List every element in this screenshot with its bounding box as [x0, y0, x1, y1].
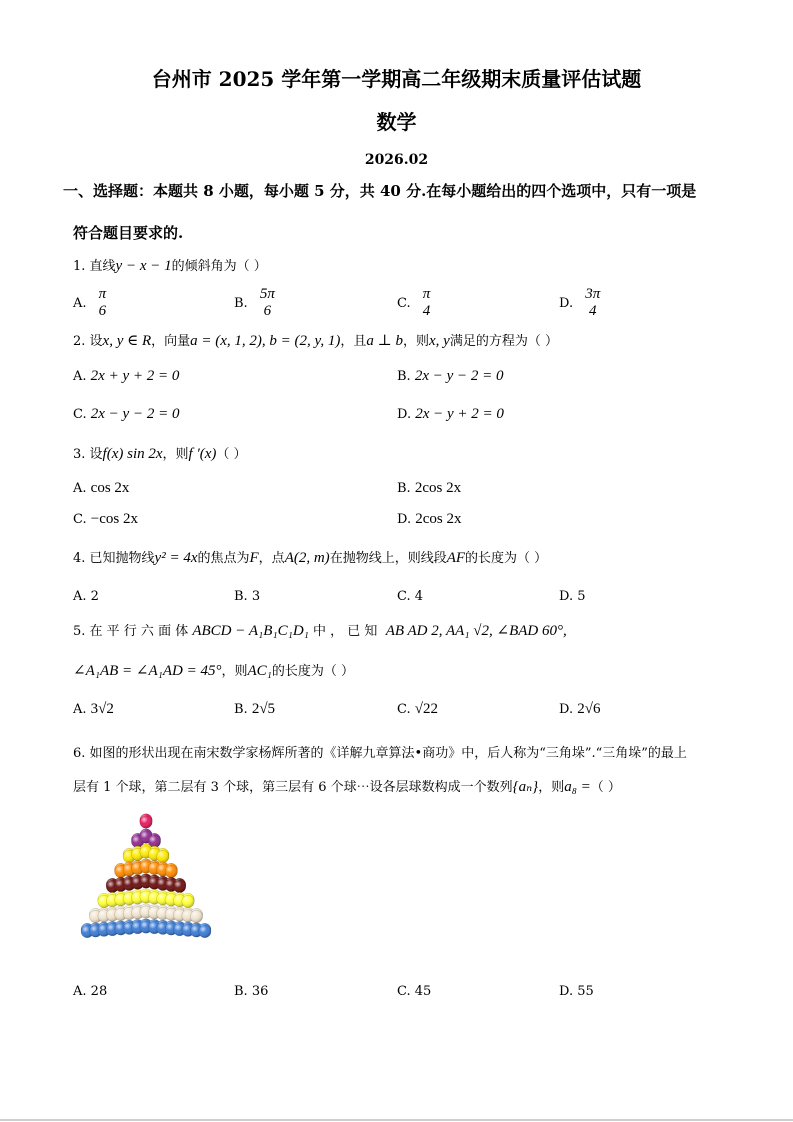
- question-6-line1: 6. 如图的形状出现在南宋数学家杨辉所著的《详解九章算法•商功》中，后人称为“三角垛”.“三角垛”的最上: [73, 746, 687, 761]
- question-4: 4. 已知抛物线y² = 4x的焦点为F，点A(2, m)在抛物线上，则线段AF的长度为（ ）: [73, 550, 548, 566]
- q6-option-b[interactable]: B. 36: [234, 984, 269, 999]
- q5-option-d[interactable]: D. 2√6: [559, 701, 601, 717]
- q2-option-c[interactable]: C. 2x − y − 2 = 0: [73, 406, 180, 422]
- section-heading-line2: 符合题目要求的.: [73, 224, 184, 242]
- question-6-line2: 层有 1 个球，第二层有 3 个球，第三层有 6 个球⋯设各层球数构成一个数列{aₙ}，则a₈ =（ ）: [73, 779, 621, 795]
- q1-math: y − x − 1: [115, 258, 172, 274]
- q2-option-a[interactable]: A. 2x + y + 2 = 0: [73, 368, 180, 384]
- q2-option-b[interactable]: B. 2x − y − 2 = 0: [397, 368, 504, 384]
- question-1: 1. 直线y − x − 1的倾斜角为（ ）: [73, 258, 267, 274]
- pyramid-ball-shading: [182, 895, 194, 907]
- q5-option-c[interactable]: C. √22: [397, 701, 438, 717]
- q4-option-d[interactable]: D. 5: [559, 589, 586, 604]
- q3-option-c[interactable]: C. −cos 2x: [73, 511, 138, 527]
- q6-option-c[interactable]: C. 45: [397, 984, 432, 999]
- question-5-line2: ∠A₁AB = ∠A₁AD = 45°，则AC₁的长度为（ ）: [73, 663, 355, 679]
- pyramid-ball-shading: [190, 910, 202, 922]
- q5-option-b[interactable]: B. 2√5: [234, 701, 276, 717]
- q4-option-c[interactable]: C. 4: [397, 589, 424, 604]
- section-heading-line1: 一、选择题：本题共 8 小题，每小题 5 分，共 40 分.在每小题给出的四个选项中，只有一项是: [63, 182, 697, 200]
- pyramid-ball-shading: [173, 880, 185, 892]
- pyramid-ball-shading: [165, 865, 177, 877]
- q3-option-d[interactable]: D. 2cos 2x: [397, 511, 462, 527]
- triangular-pyramid-figure: [70, 812, 220, 960]
- q3-option-b[interactable]: B. 2cos 2x: [397, 480, 462, 496]
- q4-option-a[interactable]: A. 2: [73, 589, 99, 604]
- q2-option-d[interactable]: D. 2x − y + 2 = 0: [397, 406, 504, 422]
- pyramid-ball-shading: [140, 816, 152, 828]
- q1-option-b[interactable]: B. 5π 6: [234, 286, 275, 320]
- subject-title: 数学: [376, 110, 417, 134]
- pyramid-ball-shading: [157, 850, 169, 862]
- q6-option-d[interactable]: D. 55: [559, 984, 594, 999]
- page-bottom-rule: [0, 1119, 793, 1121]
- question-2: 2. 设x, y ∈ R，向量a = (x, 1, 2), b = (2, y, 1)，且a ⊥ b，则x, y满足的方程为（ ）: [73, 333, 558, 349]
- page-title: 台州市 2025 学年第一学期高二年级期末质量评估试题: [151, 67, 642, 91]
- question-3: 3. 设f(x) sin 2x，则f ′(x)（ ）: [73, 446, 247, 462]
- q6-option-a[interactable]: A. 28: [73, 984, 108, 999]
- q1-option-d[interactable]: D. 3π 4: [559, 286, 601, 320]
- q5-option-a[interactable]: A. 3√2: [73, 701, 114, 717]
- q4-option-b[interactable]: B. 3: [234, 589, 261, 604]
- exam-date: 2026.02: [364, 152, 429, 168]
- pyramid-ball-shading: [199, 925, 211, 937]
- q3-option-a[interactable]: A. cos 2x: [73, 480, 130, 496]
- q1-option-c[interactable]: C. π 4: [397, 286, 431, 320]
- question-5-line1: 5. 在 平 行 六 面 体 ABCD − A₁B₁C₁D₁ 中 ， 已 知 AB AD 2, AA₁ √2, ∠BAD 60°,: [73, 623, 567, 639]
- q1-option-a[interactable]: A. π 6: [73, 286, 107, 320]
